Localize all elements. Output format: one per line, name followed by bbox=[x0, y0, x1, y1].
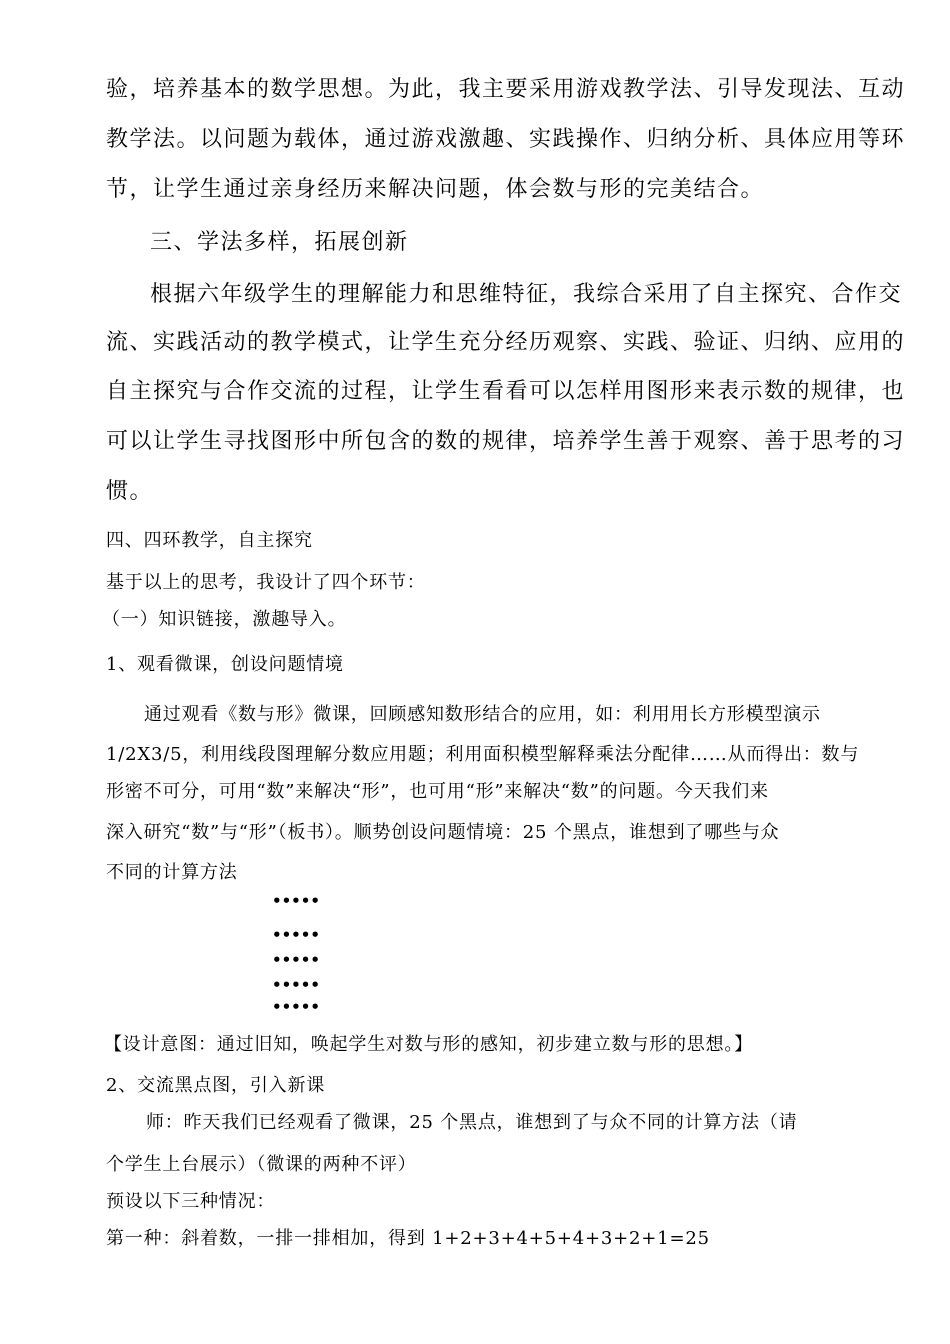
preset-line: 预设以下三种情况： bbox=[106, 1191, 276, 1212]
design-intent-note: 【设计意图：通过旧知，唤起学生对数与形的感知，初步建立数与形的思想。】 bbox=[104, 1034, 753, 1055]
subsection-1-title: （一）知识链接，激趣导入。 bbox=[102, 609, 347, 630]
paragraph-3-line-1: 通过观看《数与形》微课，回顾感知数形结合的应用，如：利用用长方形模型演示 bbox=[144, 704, 821, 725]
heading-section-4: 四、四环教学，自主探究 bbox=[106, 530, 313, 551]
dot-row-4: ••••• bbox=[272, 976, 320, 994]
dot-row-1: ••••• bbox=[272, 892, 320, 910]
paragraph-1-line-2: 教学法。以问题为载体，通过游戏激趣、实践操作、归纳分析、具体应用等环 bbox=[106, 127, 906, 152]
paragraph-4-line-2: 个学生上台展示）（微课的两种不评） bbox=[106, 1154, 417, 1175]
paragraph-3-line-5: 不同的计算方法 bbox=[106, 862, 238, 883]
step-2-title: 2、交流黑点图，引入新课 bbox=[106, 1075, 326, 1096]
dot-row-3: ••••• bbox=[272, 951, 320, 969]
paragraph-2-line-5: 惯。 bbox=[106, 479, 154, 504]
intro-line: 基于以上的思考，我设计了四个环节： bbox=[106, 572, 426, 593]
paragraph-2-line-2: 流、实践活动的教学模式，让学生充分经历观察、实践、验证、归纳、应用的 bbox=[106, 330, 906, 355]
paragraph-2-line-1: 根据六年级学生的理解能力和思维特征，我综合采用了自主探究、合作交 bbox=[150, 282, 903, 307]
paragraph-1-line-1: 验，培养基本的数学思想。为此，我主要采用游戏教学法、引导发现法、互动 bbox=[106, 77, 906, 102]
paragraph-2-line-3: 自主探究与合作交流的过程，让学生看看可以怎样用图形来表示数的规律，也 bbox=[106, 379, 906, 404]
paragraph-4-line-1: 师：昨天我们已经观看了微课，25 个黑点，谁想到了与众不同的计算方法（请 bbox=[146, 1112, 798, 1133]
heading-section-3: 三、学法多样，拓展创新 bbox=[150, 230, 409, 255]
dot-row-5: ••••• bbox=[272, 998, 320, 1016]
step-1-title: 1、观看微课，创设问题情境 bbox=[106, 654, 344, 675]
paragraph-2-line-4: 可以让学生寻找图形中所包含的数的规律，培养学生善于观察、善于思考的习 bbox=[106, 429, 906, 454]
paragraph-3-line-2: 1/2X3/5，利用线段图理解分数应用题；利用面积模型解释乘法分配律……从而得出：数与 bbox=[106, 744, 860, 765]
paragraph-3-line-4: 深入研究“数”与“形”（板书）。顺势创设问题情境：25 个黑点，谁想到了哪些与众 bbox=[106, 822, 780, 843]
case-1-line: 第一种：斜着数，一排一排相加，得到 1+2+3+4+5+4+3+2+1=25 bbox=[106, 1228, 710, 1249]
dot-row-2: ••••• bbox=[272, 926, 320, 944]
paragraph-3-line-3: 形密不可分，可用“数”来解决“形”，也可用“形”来解决“数”的问题。今天我们来 bbox=[106, 781, 769, 802]
paragraph-1-line-3: 节，让学生通过亲身经历来解决问题，体会数与形的完美结合。 bbox=[106, 177, 765, 202]
